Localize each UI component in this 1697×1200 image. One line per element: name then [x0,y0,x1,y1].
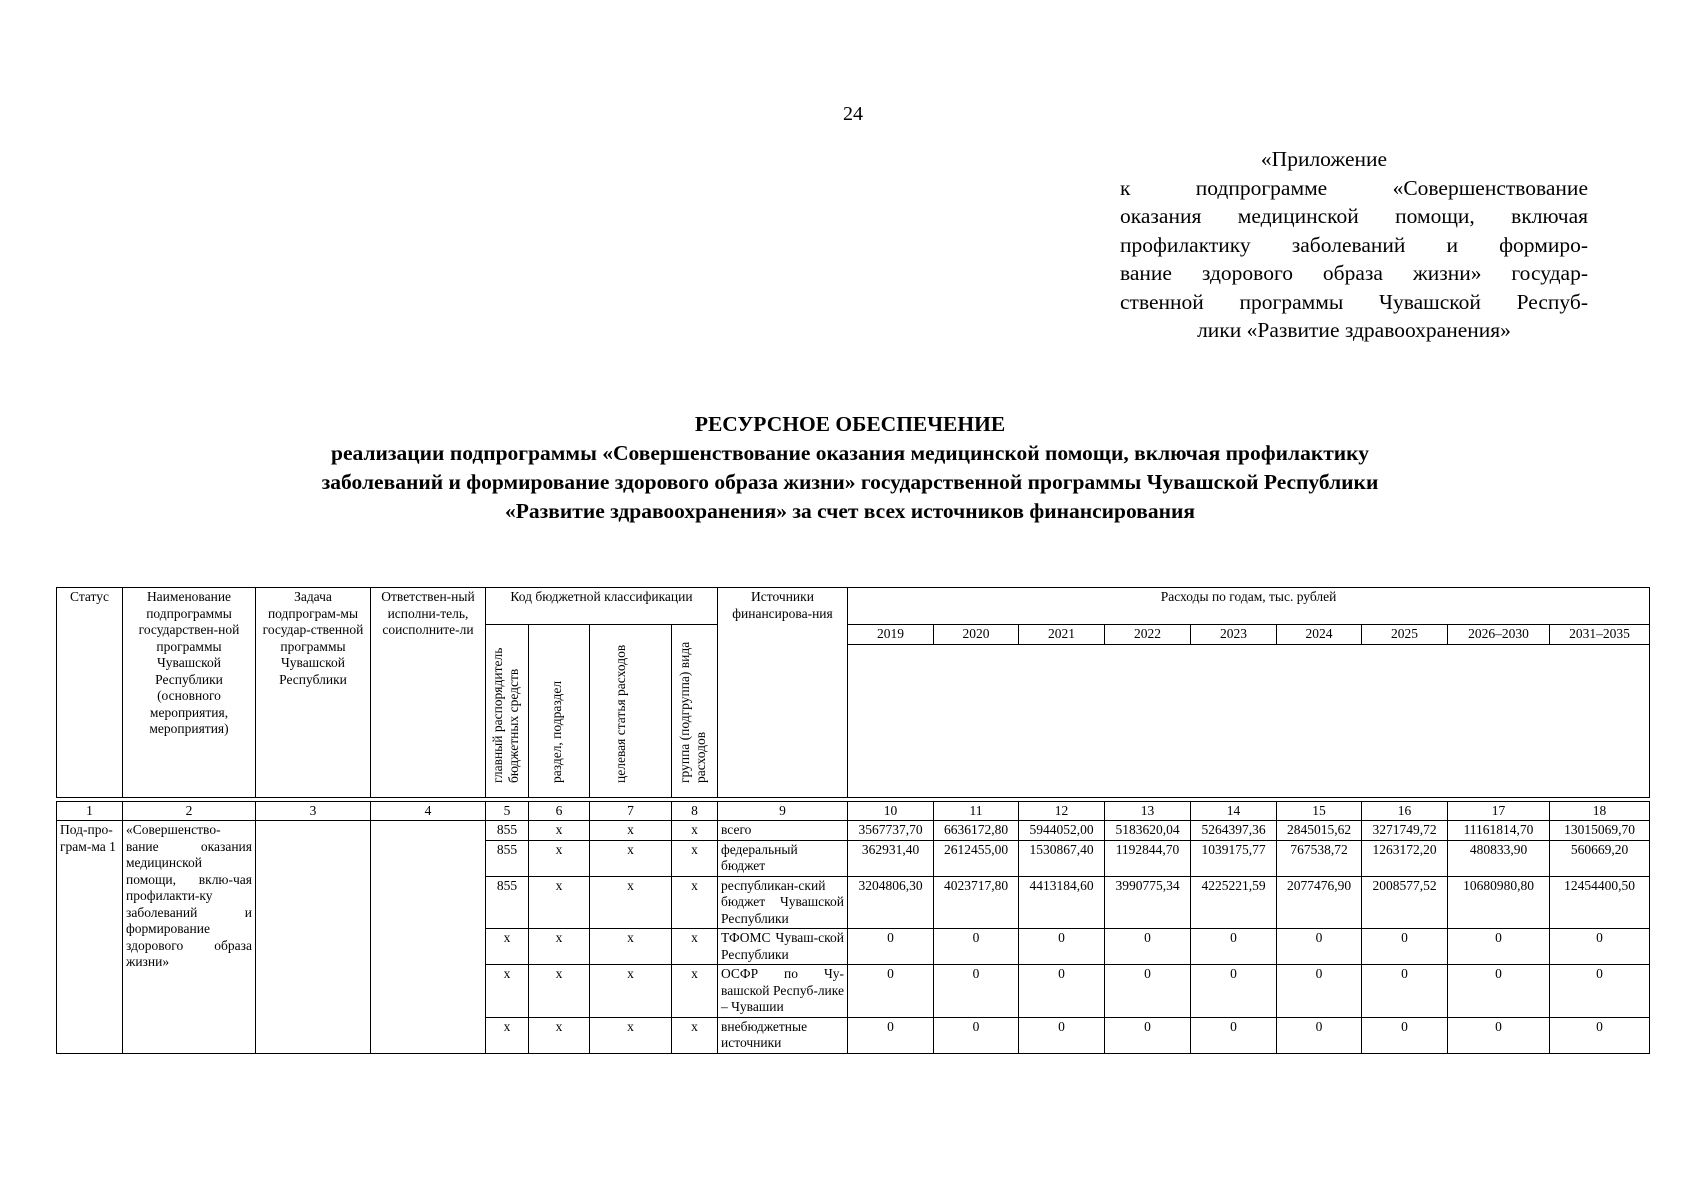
appendix-line: вание здорового образа жизни» государ- [1120,261,1588,285]
cell-value: 5183620,04 [1105,821,1191,841]
cell-value: 767538,72 [1277,840,1362,876]
cell-source: федеральный бюджет [718,840,848,876]
title-line: РЕСУРСНОЕ ОБЕСПЕЧЕНИЕ [694,412,1006,436]
col-number: 13 [1105,801,1191,821]
col-number: 7 [590,801,672,821]
cell-code-manager: 855 [486,840,529,876]
title-line: реализации подпрограммы «Совершенствование оказания медицинской помощи, включая профилактику [331,441,1369,465]
row-responsible [371,821,486,1054]
resources-table [56,587,1650,1054]
cell-value: 0 [1277,929,1362,965]
year-header: 2023 [1191,625,1277,645]
cell-code-target: x [590,840,672,876]
appendix-line: ственной программы Чувашской Респуб- [1120,289,1588,314]
year-header: 2022 [1105,625,1191,645]
cell-value: 10680980,80 [1448,876,1550,929]
cell-code-section: x [529,840,590,876]
cell-code-group: x [672,876,718,929]
appendix-line: «Приложение [1260,147,1388,171]
cell-value: 0 [1191,929,1277,965]
cell-value: 1039175,77 [1191,840,1277,876]
cell-value: 4225221,59 [1191,876,1277,929]
cell-code-section: x [529,965,590,1018]
cell-value: 6636172,80 [934,821,1019,841]
row-name: «Совершенство-вание оказания медицинской помощи, вклю-чая профилакти-ку заболеваний и формирование здорового образа жизни» [123,821,256,1054]
cell-value: 5264397,36 [1191,821,1277,841]
cell-value: 1192844,70 [1105,840,1191,876]
cell-value: 480833,90 [1448,840,1550,876]
cell-value: 0 [848,965,934,1018]
cell-value: 0 [1277,965,1362,1018]
appendix-line: к подпрограмме «Совершенствование [1120,175,1588,200]
cell-value: 0 [934,965,1019,1018]
cell-value: 2612455,00 [934,840,1019,876]
col-number: 8 [672,801,718,821]
cell-value: 0 [1019,1017,1105,1053]
cell-value: 0 [934,1017,1019,1053]
cell-code-target: x [590,929,672,965]
title-line: заболеваний и формирование здорового образа жизни» государственной программы Чувашской Республики [321,470,1379,494]
header-budget-code: Код бюджетной классификации [486,588,718,625]
document-title [110,410,1590,526]
cell-code-group: x [672,929,718,965]
cell-value: 1263172,20 [1362,840,1448,876]
cell-value: 0 [1362,1017,1448,1053]
cell-value: 0 [1448,965,1550,1018]
col-number: 14 [1191,801,1277,821]
col-number: 10 [848,801,934,821]
header-name: Наименование подпрограммы государствен-ной программы Чувашской Республики (основного мероприятия, мероприятия) [123,588,256,798]
col-number: 2 [123,801,256,821]
cell-source: республикан-ский бюджет Чувашской Республики [718,876,848,929]
col-number: 6 [529,801,590,821]
col-number: 9 [718,801,848,821]
cell-code-manager: 855 [486,876,529,929]
cell-value: 3990775,34 [1105,876,1191,929]
year-header: 2031–2035 [1550,625,1650,645]
cell-value: 2008577,52 [1362,876,1448,929]
cell-value: 11161814,70 [1448,821,1550,841]
row-status: Под-про-грам-ма 1 [57,821,123,1054]
col-number: 15 [1277,801,1362,821]
year-header: 2025 [1362,625,1448,645]
col-number: 3 [256,801,371,821]
col-number: 18 [1550,801,1650,821]
cell-source: ТФОМС Чуваш-ской Республики [718,929,848,965]
header-task: Задача подпрограм-мы государ-ственной программы Чувашской Республики [256,588,371,798]
cell-value: 0 [1550,965,1650,1018]
cell-value: 2077476,90 [1277,876,1362,929]
cell-code-group: x [672,821,718,841]
year-header: 2019 [848,625,934,645]
cell-source: всего [718,821,848,841]
cell-value: 0 [1550,929,1650,965]
appendix-line: оказания медицинской помощи, включая [1120,204,1588,228]
cell-value: 0 [1191,1017,1277,1053]
cell-value: 3567737,70 [848,821,934,841]
header-status: Статус [57,588,123,798]
col-number: 1 [57,801,123,821]
cell-value: 3271749,72 [1362,821,1448,841]
header-responsible: Ответствен-ный исполни-тель, соисполните-ли [371,588,486,798]
cell-value: 0 [1191,965,1277,1018]
column-number-row [57,801,1650,821]
cell-value: 4413184,60 [1019,876,1105,929]
table-row [57,821,1650,841]
cell-code-manager: x [486,965,529,1018]
cell-value: 0 [848,929,934,965]
year-header: 2024 [1277,625,1362,645]
title-line: «Развитие здравоохранения» за счет всех источников финансирования [505,499,1195,523]
cell-value: 0 [1550,1017,1650,1053]
cell-value: 2845015,62 [1277,821,1362,841]
cell-code-target: x [590,1017,672,1053]
col-number: 5 [486,801,529,821]
appendix-line: лики «Развитие здравоохранения» [1197,318,1511,342]
year-header: 2026–2030 [1448,625,1550,645]
cell-value: 5944052,00 [1019,821,1105,841]
cell-code-section: x [529,876,590,929]
cell-code-target: x [590,876,672,929]
year-header: 2020 [934,625,1019,645]
header-code-manager: главный распорядитель бюджетных средств [490,647,521,783]
cell-code-manager: x [486,1017,529,1053]
cell-code-target: x [590,965,672,1018]
cell-source: внебюджетные источники [718,1017,848,1053]
col-number: 17 [1448,801,1550,821]
header-code-target: целевая статья расходов [612,644,628,783]
col-number: 16 [1362,801,1448,821]
cell-value: 0 [1362,929,1448,965]
header-code-group: группа (подгруппа) вида расходов [676,641,708,783]
cell-code-manager: x [486,929,529,965]
cell-value: 13015069,70 [1550,821,1650,841]
appendix-note [1120,145,1588,345]
cell-value: 0 [1019,965,1105,1018]
cell-code-section: x [529,1017,590,1053]
cell-value: 0 [934,929,1019,965]
col-number: 12 [1019,801,1105,821]
col-number: 4 [371,801,486,821]
cell-code-group: x [672,1017,718,1053]
cell-value: 0 [1019,929,1105,965]
cell-value: 0 [1362,965,1448,1018]
header-code-section: раздел, подраздел [549,680,564,783]
header-source: Источники финансирова-ния [718,588,848,798]
appendix-line: профилактику заболеваний и формиро- [1120,232,1588,257]
header-row [57,588,1650,625]
col-number: 11 [934,801,1019,821]
cell-value: 0 [1105,1017,1191,1053]
cell-value: 0 [1277,1017,1362,1053]
cell-code-group: x [672,965,718,1018]
header-expenses: Расходы по годам, тыс. рублей [848,588,1650,625]
cell-code-manager: 855 [486,821,529,841]
cell-code-section: x [529,929,590,965]
cell-value: 362931,40 [848,840,934,876]
cell-value: 0 [1448,929,1550,965]
cell-value: 0 [1105,965,1191,1018]
cell-value: 0 [1105,929,1191,965]
cell-code-section: x [529,821,590,841]
cell-value: 0 [848,1017,934,1053]
cell-value: 4023717,80 [934,876,1019,929]
cell-value: 1530867,40 [1019,840,1105,876]
cell-code-group: x [672,840,718,876]
cell-code-target: x [590,821,672,841]
cell-value: 560669,20 [1550,840,1650,876]
cell-value: 0 [1448,1017,1550,1053]
cell-value: 3204806,30 [848,876,934,929]
row-task [256,821,371,1054]
cell-source: ОСФР по Чу-вашской Респуб-лике – Чувашии [718,965,848,1018]
page-number: 24 [843,103,863,125]
cell-value: 12454400,50 [1550,876,1650,929]
year-header: 2021 [1019,625,1105,645]
